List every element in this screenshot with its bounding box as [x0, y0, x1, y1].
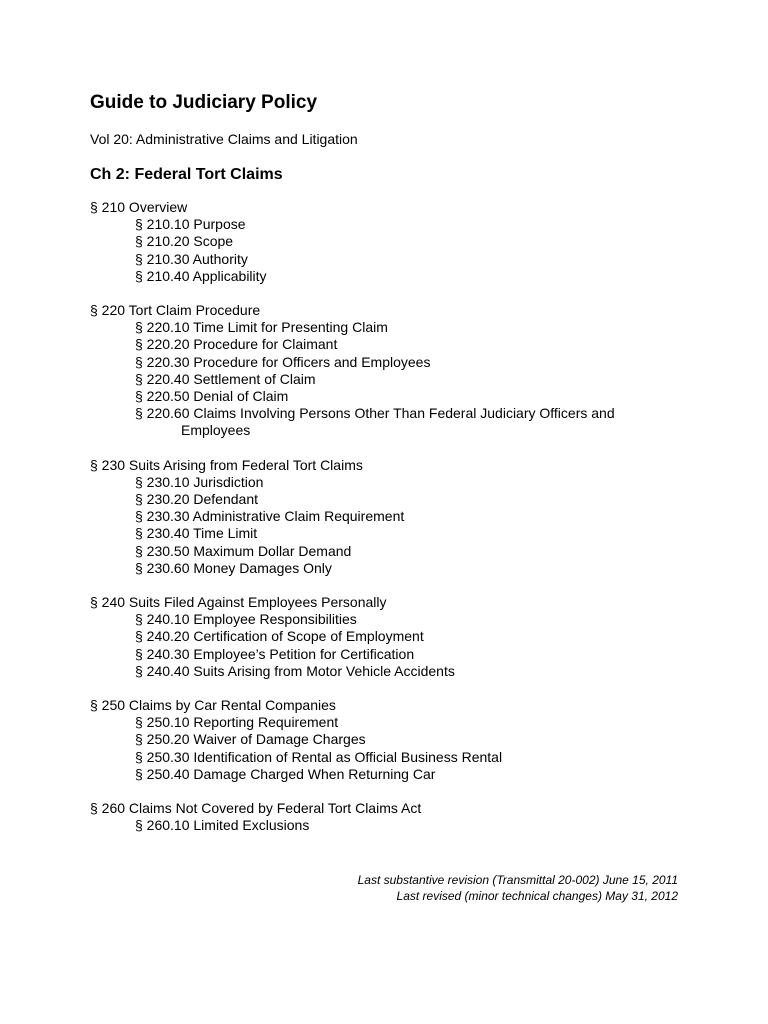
- subsection-item: § 250.40 Damage Charged When Returning Car: [135, 765, 436, 782]
- subsection-item: § 230.40 Time Limit: [135, 525, 258, 542]
- section-heading: § 220 Tort Claim Procedure: [90, 302, 261, 319]
- volume-line: Vol 20: Administrative Claims and Litigation: [90, 131, 358, 147]
- subsection-item: § 250.10 Reporting Requirement: [135, 714, 339, 731]
- subsection-item: § 220.60 Claims Involving Persons Other Than Federal Judiciary Officers and Employees: [135, 405, 615, 439]
- substantive-revision-note: Last substantive revision (Transmittal 20-002) June 15, 2011: [357, 873, 678, 887]
- subsection-item: § 220.50 Denial of Claim: [135, 388, 289, 405]
- subsection-item: § 240.10 Employee Responsibilities: [135, 611, 357, 628]
- section-heading: § 210 Overview: [90, 199, 188, 215]
- section-heading: § 230 Suits Arising from Federal Tort Claims: [90, 456, 363, 473]
- chapter-heading: Ch 2: Federal Tort Claims: [90, 166, 283, 183]
- toc-section: [90, 594, 690, 680]
- subsection-item: § 230.60 Money Damages Only: [135, 559, 332, 576]
- toc-section: [90, 800, 690, 834]
- subsection-item: § 230.50 Maximum Dollar Demand: [135, 542, 352, 559]
- section-heading: § 260 Claims Not Covered by Federal Tort Claims Act: [90, 800, 422, 817]
- subsection-item: § 250.20 Waiver of Damage Charges: [135, 731, 366, 748]
- toc-section: [90, 697, 690, 783]
- minor-revision-note: Last revised (minor technical changes) May 31, 2012: [396, 889, 678, 903]
- subsection-item: § 240.30 Employee’s Petition for Certification: [135, 645, 415, 662]
- section-heading: § 240 Suits Filed Against Employees Personally: [90, 594, 387, 611]
- subsection-item: § 230.10 Jurisdiction: [135, 473, 264, 490]
- subsection-item: § 260.10 Limited Exclusions: [135, 817, 310, 834]
- subsection-item: § 220.20 Procedure for Claimant: [135, 336, 338, 353]
- document-page: [90, 92, 690, 852]
- subsection-item: § 210.10 Purpose: [135, 216, 246, 233]
- section-heading: § 250 Claims by Car Rental Companies: [90, 697, 336, 714]
- subsection-item: § 230.30 Administrative Claim Requirement: [135, 508, 405, 525]
- subsection-item: § 220.10 Time Limit for Presenting Claim: [135, 319, 388, 336]
- subsection-item: § 230.20 Defendant: [135, 491, 258, 508]
- document-title: Guide to Judiciary Policy: [90, 92, 318, 113]
- toc-section: [90, 457, 690, 577]
- subsection-item: § 250.30 Identification of Rental as Official Business Rental: [135, 748, 503, 765]
- toc-section: [90, 199, 690, 285]
- subsection-item: § 210.30 Authority: [135, 250, 248, 267]
- subsection-item: § 210.20 Scope: [135, 233, 234, 250]
- subsection-item: § 240.20 Certification of Scope of Employment: [135, 628, 424, 645]
- revision-notes: [358, 872, 678, 904]
- toc-section: [90, 302, 690, 440]
- subsection-item: § 220.30 Procedure for Officers and Employees: [135, 353, 431, 370]
- subsection-item: § 210.40 Applicability: [135, 267, 267, 284]
- subsection-item: § 220.40 Settlement of Claim: [135, 370, 316, 387]
- subsection-item: § 240.40 Suits Arising from Motor Vehicle Accidents: [135, 662, 455, 679]
- table-of-contents: [90, 199, 690, 835]
